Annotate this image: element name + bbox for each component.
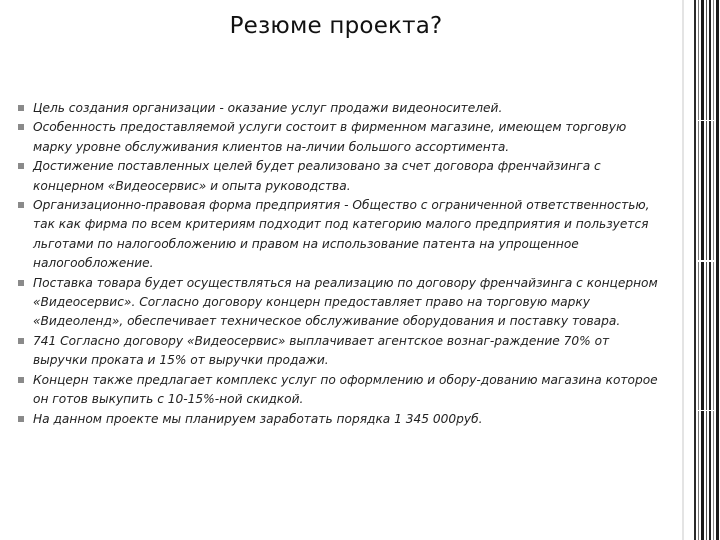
square-bullet-icon — [18, 377, 24, 383]
bullet-list — [18, 99, 658, 429]
bullet-item — [18, 274, 658, 332]
bullet-text: Организационно-правовая форма предприятия - Общество с ограниченной ответственностью, так как фирма по всем критериям подходит под категорию малого предприятия и пользуется льготами по налогообложению и правом на использование патента на упрощенное налогообложение. — [33, 198, 650, 271]
bullet-text: Поставка товара будет осуществляться на реализацию по договору френчайзинга с концерном «Видеосервис». Согласно договору концерн предоставляет право на торговую марку «Видеоленд», обеспечивает техническое обслуживание оборудования и поставку товара. — [33, 275, 658, 329]
square-bullet-icon — [18, 202, 24, 208]
bullet-text: Концерн также предлагает комплекс услуг по оформлению и обору-дованию магазина которое он готов выкупить с 10-15%-ной скидкой. — [33, 372, 658, 407]
bullet-text: Цель создания организации - оказание услуг продажи видеоносителей. — [33, 101, 503, 115]
bullet-text: 741 Согласно договору «Видеосервис» выплачивает агентское вознаг-раждение 70% от выручки проката и 15% от выручки продажи. — [33, 333, 610, 368]
square-bullet-icon — [18, 280, 24, 286]
square-bullet-icon — [18, 124, 24, 130]
square-bullet-icon — [18, 416, 24, 422]
decorative-edge-strip — [682, 0, 720, 540]
bullet-item — [18, 99, 658, 118]
bullet-text: Достижение поставленных целей будет реализовано за счет договора френчайзинга с концерном «Видеосервис» и опыта руководства. — [33, 159, 601, 193]
bullet-text: Особенность предоставляемой услуги состоит в фирменном магазине, имеющем торговую марку уровне обслуживания клиентов на-личии большого ассортимента. — [33, 120, 627, 154]
square-bullet-icon — [18, 163, 24, 169]
bullet-item — [18, 196, 658, 274]
slide-title: Резюме проекта? — [229, 13, 443, 39]
square-bullet-icon — [18, 105, 24, 111]
bullet-text: На данном проекте мы планируем заработать порядка 1 345 000руб. — [33, 411, 483, 426]
edge-stripes-graphic — [682, 0, 720, 540]
bullet-item — [18, 157, 658, 196]
square-bullet-icon — [18, 338, 24, 344]
bullet-item — [18, 332, 658, 371]
bullet-item — [18, 371, 658, 410]
bullet-item — [18, 118, 658, 157]
bullet-item — [18, 410, 658, 429]
